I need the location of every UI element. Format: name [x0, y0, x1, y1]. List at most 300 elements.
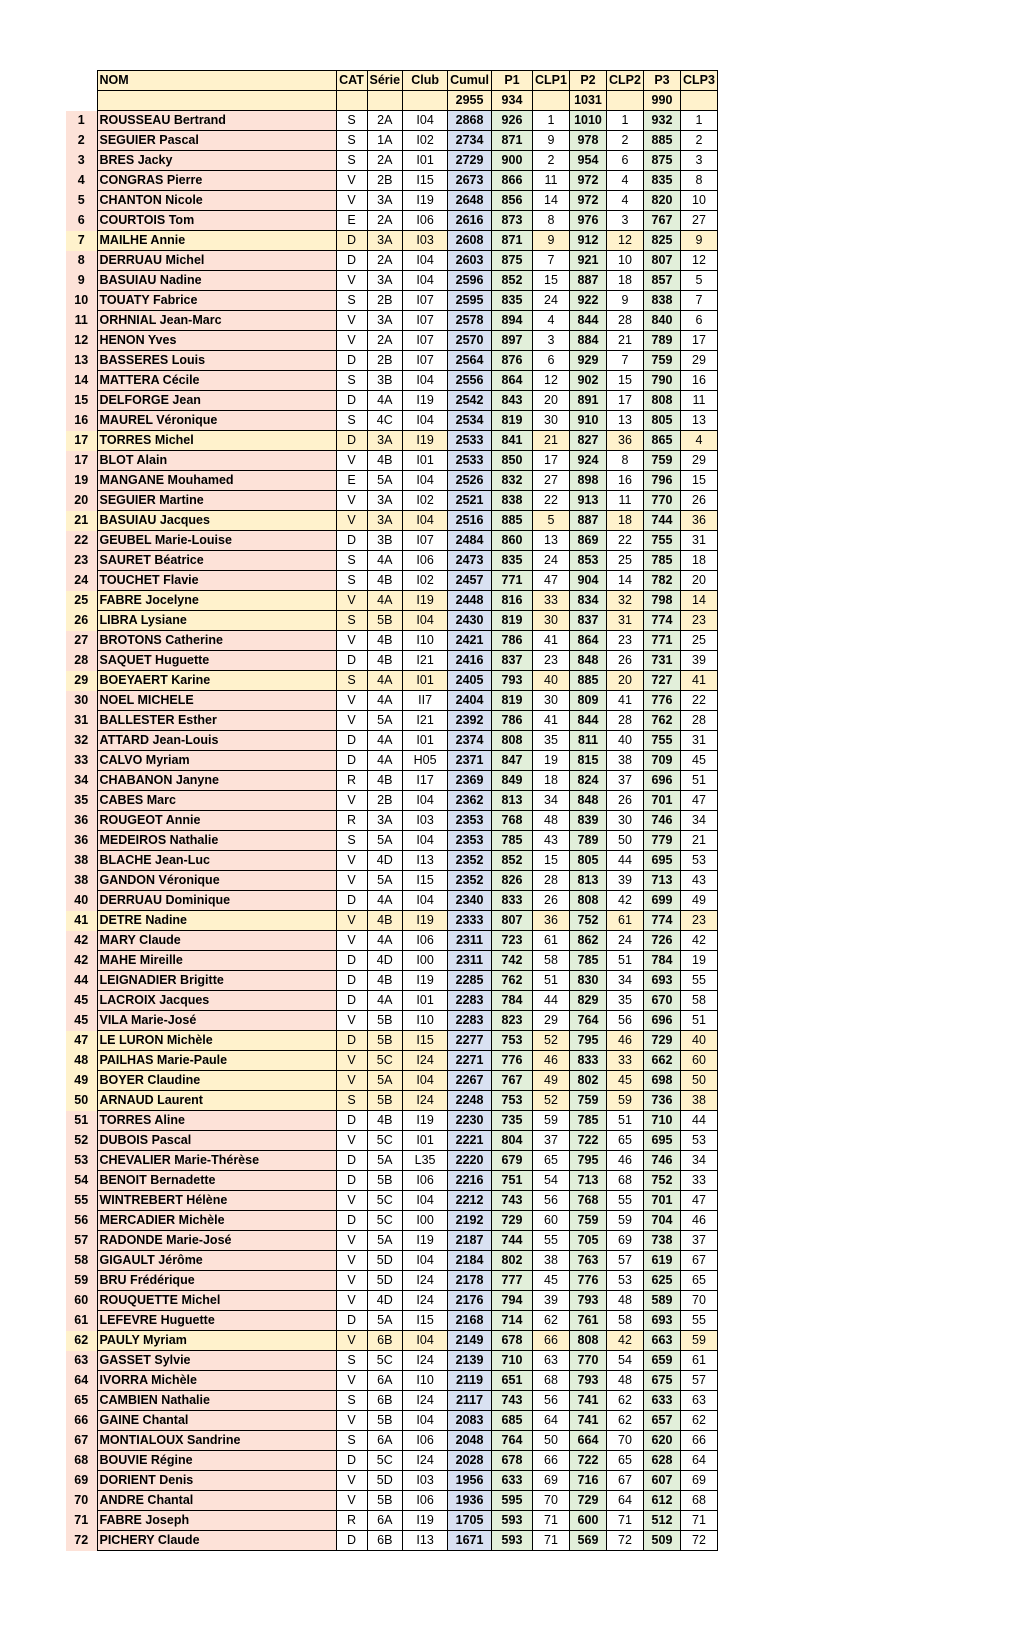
clp2-cell: 51	[606, 951, 643, 971]
club-cell: I13	[403, 1531, 448, 1551]
rank-cell: 44	[66, 971, 97, 991]
clp2-cell: 58	[606, 1311, 643, 1331]
club-cell: I04	[403, 511, 448, 531]
header-serie: Série	[367, 71, 403, 91]
p3-cell: 659	[643, 1351, 680, 1371]
clp3-cell: 57	[680, 1371, 717, 1391]
name-cell: PAULY Myriam	[97, 1331, 336, 1351]
rank-cell: 12	[66, 331, 97, 351]
rank-cell: 57	[66, 1231, 97, 1251]
clp3-cell: 61	[680, 1351, 717, 1371]
p1-cell: 850	[491, 451, 532, 471]
rank-cell: 1	[66, 111, 97, 131]
clp3-cell: 26	[680, 491, 717, 511]
rank-cell: 19	[66, 471, 97, 491]
p2-cell: 664	[569, 1431, 606, 1451]
clp2-cell: 59	[606, 1091, 643, 1111]
clp3-cell: 43	[680, 871, 717, 891]
clp1-cell: 59	[532, 1111, 569, 1131]
p2-cell: 759	[569, 1211, 606, 1231]
header-p1: P1	[491, 71, 532, 91]
clp1-cell: 41	[532, 711, 569, 731]
p1-cell: 753	[491, 1091, 532, 1111]
header-p3: P3	[643, 71, 680, 91]
clp2-cell: 30	[606, 811, 643, 831]
clp3-cell: 45	[680, 751, 717, 771]
p3-cell: 704	[643, 1211, 680, 1231]
club-cell: I24	[403, 1391, 448, 1411]
club-cell: I10	[403, 631, 448, 651]
serie-cell: 3B	[367, 371, 403, 391]
serie-cell: 6A	[367, 1431, 403, 1451]
table-row	[66, 311, 717, 331]
club-cell: I03	[403, 1471, 448, 1491]
cat-cell: V	[336, 1331, 367, 1351]
p2-cell: 972	[569, 191, 606, 211]
rank-cell: 36	[66, 831, 97, 851]
club-cell: I07	[403, 291, 448, 311]
name-cell: PICHERY Claude	[97, 1531, 336, 1551]
total-clp1	[532, 91, 569, 111]
clp1-cell: 60	[532, 1211, 569, 1231]
clp3-cell: 1	[680, 111, 717, 131]
rank-cell: 17	[66, 451, 97, 471]
cumul-cell: 2521	[448, 491, 492, 511]
cat-cell: V	[336, 791, 367, 811]
clp2-cell: 65	[606, 1131, 643, 1151]
clp3-cell: 23	[680, 611, 717, 631]
cat-cell: R	[336, 771, 367, 791]
cumul-cell: 2404	[448, 691, 492, 711]
name-cell: ATTARD Jean-Louis	[97, 731, 336, 751]
p1-cell: 864	[491, 371, 532, 391]
table-row	[66, 1091, 717, 1111]
name-cell: VILA Marie-José	[97, 1011, 336, 1031]
clp3-cell: 10	[680, 191, 717, 211]
rank-cell: 33	[66, 751, 97, 771]
cumul-cell: 2868	[448, 111, 492, 131]
p1-cell: 710	[491, 1351, 532, 1371]
rank-cell: 17	[66, 431, 97, 451]
clp3-cell: 29	[680, 451, 717, 471]
club-cell: I07	[403, 531, 448, 551]
name-cell: MATTERA Cécile	[97, 371, 336, 391]
cat-cell: V	[336, 931, 367, 951]
table-row	[66, 571, 717, 591]
p2-cell: 833	[569, 1051, 606, 1071]
cat-cell: V	[336, 1191, 367, 1211]
table-row	[66, 251, 717, 271]
clp3-cell: 29	[680, 351, 717, 371]
clp3-cell: 67	[680, 1251, 717, 1271]
serie-cell: 5A	[367, 711, 403, 731]
name-cell: BASUIAU Nadine	[97, 271, 336, 291]
cumul-cell: 2352	[448, 871, 492, 891]
club-cell: H05	[403, 751, 448, 771]
club-cell: I04	[403, 251, 448, 271]
clp3-cell: 63	[680, 1391, 717, 1411]
p2-cell: 793	[569, 1291, 606, 1311]
clp1-cell: 22	[532, 491, 569, 511]
p2-cell: 912	[569, 231, 606, 251]
p3-cell: 838	[643, 291, 680, 311]
clp2-cell: 44	[606, 851, 643, 871]
p2-cell: 829	[569, 991, 606, 1011]
rank-cell: 24	[66, 571, 97, 591]
p3-cell: 726	[643, 931, 680, 951]
name-cell: MANGANE Mouhamed	[97, 471, 336, 491]
clp1-cell: 24	[532, 291, 569, 311]
clp2-cell: 20	[606, 671, 643, 691]
p3-cell: 790	[643, 371, 680, 391]
p3-cell: 875	[643, 151, 680, 171]
clp3-cell: 16	[680, 371, 717, 391]
p3-cell: 808	[643, 391, 680, 411]
p1-cell: 776	[491, 1051, 532, 1071]
clp2-cell: 67	[606, 1471, 643, 1491]
clp1-cell: 69	[532, 1471, 569, 1491]
clp2-cell: 54	[606, 1351, 643, 1371]
clp2-cell: 33	[606, 1051, 643, 1071]
clp2-cell: 62	[606, 1411, 643, 1431]
rank-cell: 29	[66, 671, 97, 691]
table-row	[66, 1111, 717, 1131]
header-p2: P2	[569, 71, 606, 91]
p2-cell: 785	[569, 951, 606, 971]
clp1-cell: 43	[532, 831, 569, 851]
p3-cell: 774	[643, 911, 680, 931]
total-p1: 934	[491, 91, 532, 111]
cat-cell: V	[336, 1011, 367, 1031]
p3-cell: 509	[643, 1531, 680, 1551]
p3-cell: 857	[643, 271, 680, 291]
rank-cell: 67	[66, 1431, 97, 1451]
serie-cell: 4A	[367, 671, 403, 691]
clp2-cell: 17	[606, 391, 643, 411]
name-cell: ROUQUETTE Michel	[97, 1291, 336, 1311]
p2-cell: 785	[569, 1111, 606, 1131]
p1-cell: 871	[491, 131, 532, 151]
table-row	[66, 491, 717, 511]
name-cell: BALLESTER Esther	[97, 711, 336, 731]
name-cell: ARNAUD Laurent	[97, 1091, 336, 1111]
name-cell: GIGAULT Jérôme	[97, 1251, 336, 1271]
clp2-cell: 39	[606, 871, 643, 891]
p2-cell: 924	[569, 451, 606, 471]
p2-cell: 929	[569, 351, 606, 371]
p3-cell: 633	[643, 1391, 680, 1411]
clp1-cell: 6	[532, 351, 569, 371]
clp2-cell: 4	[606, 171, 643, 191]
clp3-cell: 53	[680, 1131, 717, 1151]
serie-cell: 4A	[367, 391, 403, 411]
clp1-cell: 41	[532, 631, 569, 651]
p3-cell: 698	[643, 1071, 680, 1091]
rank-cell: 66	[66, 1411, 97, 1431]
club-cell: I15	[403, 1031, 448, 1051]
cat-cell: D	[336, 731, 367, 751]
name-cell: GEUBEL Marie-Louise	[97, 531, 336, 551]
clp2-cell: 32	[606, 591, 643, 611]
clp1-cell: 29	[532, 1011, 569, 1031]
header-nom: NOM	[97, 71, 336, 91]
cat-cell: V	[336, 1411, 367, 1431]
club-cell: I02	[403, 491, 448, 511]
clp3-cell: 31	[680, 531, 717, 551]
clp1-cell: 63	[532, 1351, 569, 1371]
table-row	[66, 1191, 717, 1211]
clp3-cell: 64	[680, 1451, 717, 1471]
p2-cell: 891	[569, 391, 606, 411]
p1-cell: 751	[491, 1171, 532, 1191]
club-cell: I06	[403, 551, 448, 571]
table-row	[66, 671, 717, 691]
serie-cell: 5A	[367, 871, 403, 891]
table-row	[66, 231, 717, 251]
p1-cell: 841	[491, 431, 532, 451]
name-cell: PAILHAS Marie-Paule	[97, 1051, 336, 1071]
rank-cell: 21	[66, 511, 97, 531]
p2-cell: 789	[569, 831, 606, 851]
p3-cell: 744	[643, 511, 680, 531]
clp3-cell: 39	[680, 651, 717, 671]
club-cell: I19	[403, 191, 448, 211]
p2-cell: 834	[569, 591, 606, 611]
cat-cell: V	[336, 191, 367, 211]
table-row	[66, 431, 717, 451]
rank-cell: 48	[66, 1051, 97, 1071]
serie-cell: 6B	[367, 1391, 403, 1411]
clp1-cell: 21	[532, 431, 569, 451]
cat-cell: S	[336, 571, 367, 591]
clp1-cell: 12	[532, 371, 569, 391]
p1-cell: 856	[491, 191, 532, 211]
totals-empty	[403, 91, 448, 111]
clp1-cell: 40	[532, 671, 569, 691]
clp2-cell: 16	[606, 471, 643, 491]
clp2-cell: 18	[606, 271, 643, 291]
cat-cell: V	[336, 1271, 367, 1291]
club-cell: I04	[403, 271, 448, 291]
p2-cell: 904	[569, 571, 606, 591]
clp1-cell: 45	[532, 1271, 569, 1291]
p3-cell: 731	[643, 651, 680, 671]
clp1-cell: 9	[532, 231, 569, 251]
p2-cell: 713	[569, 1171, 606, 1191]
p1-cell: 897	[491, 331, 532, 351]
serie-cell: 5D	[367, 1271, 403, 1291]
p2-cell: 910	[569, 411, 606, 431]
p2-cell: 862	[569, 931, 606, 951]
p2-cell: 763	[569, 1251, 606, 1271]
rank-cell: 49	[66, 1071, 97, 1091]
p3-cell: 662	[643, 1051, 680, 1071]
p1-cell: 926	[491, 111, 532, 131]
clp2-cell: 46	[606, 1151, 643, 1171]
table-row	[66, 751, 717, 771]
cumul-cell: 2168	[448, 1311, 492, 1331]
clp1-cell: 56	[532, 1191, 569, 1211]
table-row	[66, 1431, 717, 1451]
cumul-cell: 2362	[448, 791, 492, 811]
cat-cell: S	[336, 551, 367, 571]
clp1-cell: 34	[532, 791, 569, 811]
clp3-cell: 8	[680, 171, 717, 191]
p2-cell: 824	[569, 771, 606, 791]
cumul-cell: 2421	[448, 631, 492, 651]
name-cell: DUBOIS Pascal	[97, 1131, 336, 1151]
name-cell: CABES Marc	[97, 791, 336, 811]
p2-cell: 976	[569, 211, 606, 231]
serie-cell: 5A	[367, 1071, 403, 1091]
p1-cell: 678	[491, 1331, 532, 1351]
rank-cell: 65	[66, 1391, 97, 1411]
cumul-cell: 2595	[448, 291, 492, 311]
clp2-cell: 55	[606, 1191, 643, 1211]
table-row	[66, 631, 717, 651]
cumul-cell: 2616	[448, 211, 492, 231]
name-cell: BASSERES Louis	[97, 351, 336, 371]
clp3-cell: 28	[680, 711, 717, 731]
rank-cell: 15	[66, 391, 97, 411]
serie-cell: 4A	[367, 551, 403, 571]
p3-cell: 589	[643, 1291, 680, 1311]
p1-cell: 804	[491, 1131, 532, 1151]
cat-cell: S	[336, 671, 367, 691]
rank-cell: 2	[66, 131, 97, 151]
club-cell: I06	[403, 931, 448, 951]
p3-cell: 755	[643, 731, 680, 751]
p1-cell: 742	[491, 951, 532, 971]
clp1-cell: 37	[532, 1131, 569, 1151]
table-row	[66, 1211, 717, 1231]
p1-cell: 768	[491, 811, 532, 831]
clp3-cell: 55	[680, 971, 717, 991]
p1-cell: 819	[491, 411, 532, 431]
p1-cell: 714	[491, 1311, 532, 1331]
p1-cell: 729	[491, 1211, 532, 1231]
total-cumul: 2955	[448, 91, 492, 111]
club-cell: I00	[403, 1211, 448, 1231]
club-cell: I04	[403, 371, 448, 391]
clp3-cell: 40	[680, 1031, 717, 1051]
club-cell: I06	[403, 1491, 448, 1511]
clp3-cell: 23	[680, 911, 717, 931]
club-cell: I21	[403, 711, 448, 731]
table-row	[66, 1511, 717, 1531]
serie-cell: 2B	[367, 791, 403, 811]
clp2-cell: 15	[606, 371, 643, 391]
table-row	[66, 871, 717, 891]
p1-cell: 813	[491, 791, 532, 811]
p2-cell: 844	[569, 311, 606, 331]
name-cell: MARY Claude	[97, 931, 336, 951]
clp1-cell: 50	[532, 1431, 569, 1451]
clp3-cell: 69	[680, 1471, 717, 1491]
clp3-cell: 46	[680, 1211, 717, 1231]
clp1-cell: 30	[532, 411, 569, 431]
serie-cell: 3A	[367, 271, 403, 291]
p2-cell: 600	[569, 1511, 606, 1531]
clp1-cell: 58	[532, 951, 569, 971]
cumul-cell: 2405	[448, 671, 492, 691]
clp2-cell: 42	[606, 891, 643, 911]
name-cell: MERCADIER Michèle	[97, 1211, 336, 1231]
serie-cell: 3A	[367, 311, 403, 331]
clp1-cell: 62	[532, 1311, 569, 1331]
cat-cell: D	[336, 1451, 367, 1471]
p3-cell: 759	[643, 451, 680, 471]
table-row	[66, 1331, 717, 1351]
name-cell: DORIENT Denis	[97, 1471, 336, 1491]
club-cell: I04	[403, 1071, 448, 1091]
club-cell: I19	[403, 1111, 448, 1131]
cat-cell: V	[336, 451, 367, 471]
rank-cell: 50	[66, 1091, 97, 1111]
rank-cell: 36	[66, 811, 97, 831]
rank-cell: 28	[66, 651, 97, 671]
name-cell: ROUGEOT Annie	[97, 811, 336, 831]
name-cell: MAHE Mireille	[97, 951, 336, 971]
serie-cell: 5C	[367, 1351, 403, 1371]
club-cell: I04	[403, 411, 448, 431]
p3-cell: 784	[643, 951, 680, 971]
table-row	[66, 1411, 717, 1431]
club-cell: I07	[403, 351, 448, 371]
clp2-cell: 41	[606, 691, 643, 711]
p3-cell: 670	[643, 991, 680, 1011]
p3-cell: 820	[643, 191, 680, 211]
rank-cell: 5	[66, 191, 97, 211]
p3-cell: 807	[643, 251, 680, 271]
rank-cell: 8	[66, 251, 97, 271]
club-cell: I03	[403, 231, 448, 251]
p2-cell: 705	[569, 1231, 606, 1251]
p1-cell: 593	[491, 1511, 532, 1531]
serie-cell: 5B	[367, 1031, 403, 1051]
p1-cell: 784	[491, 991, 532, 1011]
name-cell: IVORRA Michèle	[97, 1371, 336, 1391]
club-cell: I01	[403, 731, 448, 751]
clp3-cell: 38	[680, 1091, 717, 1111]
cat-cell: D	[336, 391, 367, 411]
club-cell: I19	[403, 591, 448, 611]
serie-cell: 5D	[367, 1251, 403, 1271]
club-cell: I01	[403, 451, 448, 471]
clp3-cell: 12	[680, 251, 717, 271]
rank-cell: 3	[66, 151, 97, 171]
club-cell: I17	[403, 771, 448, 791]
p1-cell: 808	[491, 731, 532, 751]
p1-cell: 885	[491, 511, 532, 531]
table-row	[66, 971, 717, 991]
clp3-cell: 9	[680, 231, 717, 251]
p1-cell: 833	[491, 891, 532, 911]
cumul-cell: 2457	[448, 571, 492, 591]
name-cell: DERRUAU Dominique	[97, 891, 336, 911]
table-row	[66, 731, 717, 751]
clp1-cell: 13	[532, 531, 569, 551]
clp2-cell: 1	[606, 111, 643, 131]
clp1-cell: 70	[532, 1491, 569, 1511]
cat-cell: D	[336, 1211, 367, 1231]
p1-cell: 860	[491, 531, 532, 551]
rank-cell: 40	[66, 891, 97, 911]
serie-cell: 4D	[367, 1291, 403, 1311]
serie-cell: 3B	[367, 531, 403, 551]
cumul-cell: 2267	[448, 1071, 492, 1091]
name-cell: BROTONS Catherine	[97, 631, 336, 651]
